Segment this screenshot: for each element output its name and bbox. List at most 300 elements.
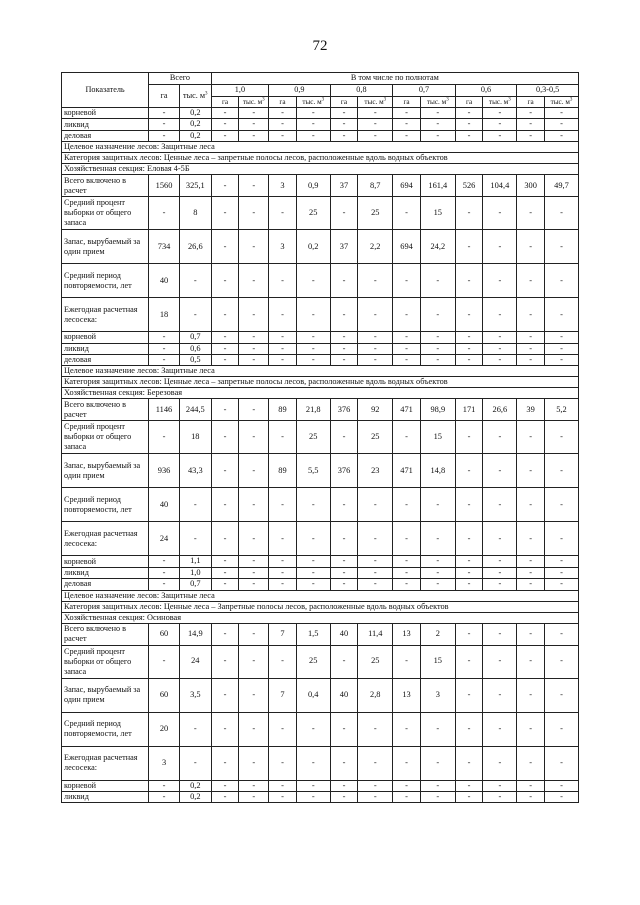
- table-cell: 89: [269, 399, 297, 421]
- table-cell: 25: [296, 197, 330, 230]
- table-cell: -: [455, 421, 483, 454]
- table-cell: -: [455, 623, 483, 645]
- table-cell: -: [149, 567, 180, 578]
- page-number: 72: [312, 38, 328, 54]
- table-cell: -: [149, 119, 180, 130]
- table-cell: -: [517, 130, 545, 141]
- table-row: [62, 130, 579, 141]
- section-row: [62, 388, 579, 399]
- table-cell: -: [358, 355, 393, 366]
- header-unit-thm3-sup: 3: [508, 97, 511, 103]
- row-label: деловая: [62, 130, 149, 141]
- table-cell: 40: [330, 678, 358, 712]
- table-cell: -: [393, 522, 421, 556]
- row-label: корневой: [62, 780, 149, 791]
- table-cell: 171: [455, 399, 483, 421]
- table-cell: -: [544, 623, 578, 645]
- table-cell: -: [149, 343, 180, 354]
- table-cell: -: [420, 108, 455, 119]
- table-cell: 0,2: [296, 230, 330, 264]
- row-label: деловая: [62, 355, 149, 366]
- table-cell: 7: [269, 678, 297, 712]
- table-cell: -: [517, 421, 545, 454]
- header-unit-thm3-text: тыс. м: [550, 97, 570, 106]
- table-cell: -: [269, 488, 297, 522]
- table-cell: -: [455, 780, 483, 791]
- table-row: [62, 792, 579, 803]
- table-cell: -: [393, 567, 421, 578]
- table-cell: 89: [269, 454, 297, 488]
- section-title: Хозяйственная секция: Еловая 4-5Б: [62, 164, 579, 175]
- section-title: Целевое назначение лесов: Защитные леса: [62, 142, 579, 153]
- table-cell: -: [239, 332, 269, 343]
- table-cell: -: [296, 780, 330, 791]
- table-cell: -: [330, 792, 358, 803]
- table-cell: 49,7: [544, 175, 578, 197]
- section-title: Категория защитных лесов: Ценные леса – запретные полосы лесов, расположенные вдоль водных объектов: [62, 153, 579, 164]
- section-row: [62, 601, 579, 612]
- table-cell: -: [239, 645, 269, 678]
- row-label: Запас, вырубаемый за один прием: [62, 454, 149, 488]
- table-cell: -: [544, 567, 578, 578]
- table-cell: -: [149, 645, 180, 678]
- table-cell: -: [179, 712, 211, 746]
- table-cell: -: [239, 355, 269, 366]
- table-cell: -: [517, 645, 545, 678]
- table-cell: -: [211, 108, 239, 119]
- table-cell: -: [393, 780, 421, 791]
- table-cell: 5,5: [296, 454, 330, 488]
- header-density: 0,8: [330, 85, 393, 97]
- table-cell: -: [544, 343, 578, 354]
- header-unit-thm3-text: тыс. м: [242, 97, 263, 106]
- table-cell: -: [483, 792, 517, 803]
- table-cell: 3,5: [179, 678, 211, 712]
- table-cell: -: [269, 332, 297, 343]
- table-cell: -: [544, 645, 578, 678]
- table-cell: -: [358, 567, 393, 578]
- table-cell: -: [544, 298, 578, 332]
- table-cell: -: [358, 108, 393, 119]
- table-cell: -: [211, 119, 239, 130]
- table-cell: -: [239, 780, 269, 791]
- header-indicator: Показатель: [62, 73, 149, 108]
- table-cell: -: [393, 332, 421, 343]
- table-cell: -: [517, 197, 545, 230]
- row-label: корневой: [62, 108, 149, 119]
- table-cell: 25: [296, 421, 330, 454]
- table-cell: 40: [149, 488, 180, 522]
- table-cell: 60: [149, 623, 180, 645]
- table-cell: -: [455, 197, 483, 230]
- table-cell: -: [239, 454, 269, 488]
- table-cell: -: [211, 567, 239, 578]
- table-cell: 14,9: [179, 623, 211, 645]
- table-cell: -: [483, 522, 517, 556]
- table-cell: -: [544, 454, 578, 488]
- table-cell: -: [455, 332, 483, 343]
- table-cell: -: [296, 119, 330, 130]
- table-cell: -: [517, 298, 545, 332]
- header-unit-ha: га: [393, 97, 421, 108]
- table-cell: -: [239, 264, 269, 298]
- table-cell: 0,6: [179, 343, 211, 354]
- table-cell: -: [358, 264, 393, 298]
- table-cell: 1,1: [179, 556, 211, 567]
- table-cell: 23: [358, 454, 393, 488]
- table-cell: -: [239, 175, 269, 197]
- table-cell: -: [517, 522, 545, 556]
- table-cell: -: [239, 298, 269, 332]
- row-label: Средний процент выборки от общего запаса: [62, 645, 149, 678]
- header-unit-ha: га: [455, 97, 483, 108]
- table-cell: -: [483, 746, 517, 780]
- table-cell: -: [239, 579, 269, 590]
- table-cell: -: [483, 488, 517, 522]
- table-cell: -: [239, 522, 269, 556]
- table-row: [62, 108, 579, 119]
- table-cell: -: [269, 421, 297, 454]
- table-cell: -: [358, 298, 393, 332]
- table-cell: -: [420, 567, 455, 578]
- header-density: 0,9: [269, 85, 331, 97]
- table-cell: -: [393, 298, 421, 332]
- table-cell: 60: [149, 678, 180, 712]
- table-cell: 1,5: [296, 623, 330, 645]
- table-cell: -: [420, 298, 455, 332]
- table-cell: -: [420, 264, 455, 298]
- table-cell: -: [269, 792, 297, 803]
- table-cell: -: [296, 556, 330, 567]
- table-cell: 471: [393, 454, 421, 488]
- table-cell: -: [483, 197, 517, 230]
- table-cell: -: [393, 130, 421, 141]
- table-cell: -: [483, 264, 517, 298]
- table-cell: -: [330, 780, 358, 791]
- table-cell: -: [269, 556, 297, 567]
- table-cell: -: [544, 579, 578, 590]
- header-unit-thm3-sup: 3: [262, 97, 265, 103]
- table-cell: -: [517, 678, 545, 712]
- table-cell: -: [179, 298, 211, 332]
- table-cell: -: [149, 108, 180, 119]
- table-cell: -: [393, 488, 421, 522]
- table-cell: -: [517, 623, 545, 645]
- table-cell: 7: [269, 623, 297, 645]
- header-unit-ha: га: [269, 97, 297, 108]
- header-unit-thm3-text: тыс. м: [426, 97, 447, 106]
- table-cell: -: [358, 488, 393, 522]
- table-cell: 21,8: [296, 399, 330, 421]
- table-cell: -: [358, 579, 393, 590]
- section-row: [62, 612, 579, 623]
- table-cell: -: [211, 343, 239, 354]
- table-cell: -: [483, 678, 517, 712]
- table-cell: -: [330, 264, 358, 298]
- table-cell: 3: [269, 175, 297, 197]
- header-total-ha: га: [149, 85, 180, 108]
- table-cell: -: [420, 119, 455, 130]
- table-row: [62, 264, 579, 298]
- table-cell: -: [211, 623, 239, 645]
- table-cell: -: [330, 332, 358, 343]
- row-label: Ежегодная расчетная лесосека:: [62, 746, 149, 780]
- table-cell: -: [269, 130, 297, 141]
- table-cell: 0,9: [296, 175, 330, 197]
- table-cell: 0,2: [179, 780, 211, 791]
- table-cell: 694: [393, 230, 421, 264]
- table-cell: -: [393, 108, 421, 119]
- table-cell: -: [269, 645, 297, 678]
- table-row: [62, 623, 579, 645]
- header-unit-thm3: [483, 97, 517, 108]
- table-cell: -: [211, 298, 239, 332]
- table-cell: -: [420, 556, 455, 567]
- table-cell: -: [483, 454, 517, 488]
- table-cell: -: [544, 746, 578, 780]
- table-cell: -: [149, 556, 180, 567]
- table-cell: 0,7: [179, 332, 211, 343]
- header-unit-ha: га: [211, 97, 239, 108]
- table-cell: -: [330, 119, 358, 130]
- table-cell: -: [296, 298, 330, 332]
- table-cell: -: [483, 298, 517, 332]
- row-label: ликвид: [62, 343, 149, 354]
- table-cell: -: [149, 579, 180, 590]
- table-row: [62, 197, 579, 230]
- table-cell: -: [330, 645, 358, 678]
- table-cell: -: [239, 567, 269, 578]
- table-cell: 14,8: [420, 454, 455, 488]
- table-cell: -: [330, 421, 358, 454]
- table-row: [62, 579, 579, 590]
- table-cell: 471: [393, 399, 421, 421]
- section-title: Целевое назначение лесов: Защитные леса: [62, 590, 579, 601]
- table-cell: -: [393, 579, 421, 590]
- table-row: [62, 298, 579, 332]
- table-body: [62, 108, 579, 803]
- table-cell: -: [420, 579, 455, 590]
- row-label: ликвид: [62, 792, 149, 803]
- table-row: [62, 119, 579, 130]
- table-cell: 0,2: [179, 130, 211, 141]
- table-cell: -: [330, 130, 358, 141]
- table-cell: -: [211, 230, 239, 264]
- table-cell: -: [269, 355, 297, 366]
- table-cell: 2: [420, 623, 455, 645]
- table-cell: 92: [358, 399, 393, 421]
- table-cell: -: [544, 130, 578, 141]
- table-cell: -: [455, 556, 483, 567]
- table-cell: -: [517, 746, 545, 780]
- table-cell: -: [455, 678, 483, 712]
- table-cell: -: [296, 579, 330, 590]
- table-cell: -: [149, 792, 180, 803]
- table-cell: 25: [358, 645, 393, 678]
- table-cell: -: [393, 421, 421, 454]
- table-cell: -: [296, 264, 330, 298]
- section-title: Хозяйственная секция: Березовая: [62, 388, 579, 399]
- table-cell: -: [269, 197, 297, 230]
- table-cell: 15: [420, 645, 455, 678]
- table-cell: -: [455, 579, 483, 590]
- header-density: 1,0: [211, 85, 268, 97]
- table-cell: 0,7: [179, 579, 211, 590]
- table-cell: -: [211, 197, 239, 230]
- table-cell: -: [358, 780, 393, 791]
- table-cell: 8,7: [358, 175, 393, 197]
- table-cell: 25: [296, 645, 330, 678]
- table-cell: -: [544, 556, 578, 567]
- table-cell: -: [358, 522, 393, 556]
- header-unit-thm3: [239, 97, 269, 108]
- table-cell: -: [269, 579, 297, 590]
- table-cell: -: [269, 264, 297, 298]
- table-cell: -: [455, 567, 483, 578]
- table-cell: -: [239, 678, 269, 712]
- table-cell: 11,4: [358, 623, 393, 645]
- table-cell: -: [330, 579, 358, 590]
- header-unit-thm3: [358, 97, 393, 108]
- table-cell: 1560: [149, 175, 180, 197]
- table-cell: -: [211, 556, 239, 567]
- table-cell: -: [483, 108, 517, 119]
- table-cell: 694: [393, 175, 421, 197]
- row-label: Ежегодная расчетная лесосека:: [62, 298, 149, 332]
- table-cell: -: [269, 343, 297, 354]
- table-cell: 734: [149, 230, 180, 264]
- table-cell: 104,4: [483, 175, 517, 197]
- table-cell: -: [296, 108, 330, 119]
- table-row: [62, 421, 579, 454]
- table-cell: 24,2: [420, 230, 455, 264]
- row-label: ликвид: [62, 567, 149, 578]
- table-cell: -: [296, 712, 330, 746]
- header-total: Всего: [149, 73, 212, 85]
- table-cell: -: [211, 579, 239, 590]
- table-cell: -: [358, 792, 393, 803]
- table-cell: -: [269, 298, 297, 332]
- header-density: 0,3-0,5: [517, 85, 579, 97]
- row-label: Средний процент выборки от общего запаса: [62, 421, 149, 454]
- table-cell: -: [296, 332, 330, 343]
- table-cell: -: [269, 712, 297, 746]
- table-cell: 161,4: [420, 175, 455, 197]
- row-label: Всего включено в расчет: [62, 175, 149, 197]
- table-cell: -: [211, 399, 239, 421]
- table-cell: -: [544, 197, 578, 230]
- table-cell: 0,4: [296, 678, 330, 712]
- table-cell: -: [296, 488, 330, 522]
- table-cell: -: [517, 264, 545, 298]
- table-cell: -: [517, 230, 545, 264]
- table-cell: -: [330, 488, 358, 522]
- table-cell: 13: [393, 678, 421, 712]
- table-cell: -: [211, 522, 239, 556]
- table-cell: -: [269, 780, 297, 791]
- header-unit-thm3-text: тыс. м: [488, 97, 509, 106]
- table-row: [62, 355, 579, 366]
- header-unit-thm3-sup: 3: [383, 97, 387, 103]
- table-cell: 376: [330, 399, 358, 421]
- table-cell: -: [483, 623, 517, 645]
- table-cell: -: [544, 119, 578, 130]
- table-cell: -: [211, 454, 239, 488]
- table-cell: 37: [330, 175, 358, 197]
- table-header: [62, 73, 579, 108]
- table-cell: -: [517, 343, 545, 354]
- table-cell: 37: [330, 230, 358, 264]
- table-cell: -: [330, 298, 358, 332]
- table-cell: -: [393, 119, 421, 130]
- section-row: [62, 377, 579, 388]
- table-cell: 15: [420, 197, 455, 230]
- row-label: Средний период повторяемости, лет: [62, 712, 149, 746]
- table-cell: 15: [420, 421, 455, 454]
- row-label: Всего включено в расчет: [62, 623, 149, 645]
- row-label: ликвид: [62, 119, 149, 130]
- header-unit-thm3: [544, 97, 578, 108]
- table-cell: -: [455, 130, 483, 141]
- table-cell: -: [483, 579, 517, 590]
- table-cell: -: [544, 332, 578, 343]
- table-cell: -: [296, 355, 330, 366]
- table-cell: 24: [179, 645, 211, 678]
- table-cell: -: [393, 264, 421, 298]
- table-cell: -: [517, 780, 545, 791]
- table-cell: -: [149, 197, 180, 230]
- table-cell: -: [455, 645, 483, 678]
- table-cell: 24: [149, 522, 180, 556]
- table-cell: -: [393, 792, 421, 803]
- table-cell: -: [420, 355, 455, 366]
- row-label: корневой: [62, 556, 149, 567]
- table-cell: -: [420, 792, 455, 803]
- table-cell: -: [544, 678, 578, 712]
- table-cell: -: [358, 712, 393, 746]
- table-cell: -: [239, 421, 269, 454]
- table-cell: 3: [420, 678, 455, 712]
- table-cell: -: [211, 792, 239, 803]
- table-cell: 3: [149, 746, 180, 780]
- table-cell: -: [239, 712, 269, 746]
- table-cell: -: [358, 343, 393, 354]
- table-cell: 244,5: [179, 399, 211, 421]
- table-row: [62, 332, 579, 343]
- table-cell: -: [330, 343, 358, 354]
- table-cell: -: [211, 746, 239, 780]
- table-cell: -: [179, 746, 211, 780]
- table-cell: -: [420, 332, 455, 343]
- table-cell: -: [330, 108, 358, 119]
- header-including: В том числе по полнотам: [211, 73, 578, 85]
- table-cell: -: [517, 332, 545, 343]
- section-row: [62, 590, 579, 601]
- section-title: Хозяйственная секция: Осиновая: [62, 612, 579, 623]
- table-cell: -: [483, 332, 517, 343]
- table-cell: -: [483, 119, 517, 130]
- table-cell: -: [239, 623, 269, 645]
- table-cell: -: [269, 746, 297, 780]
- table-cell: 26,6: [483, 399, 517, 421]
- table-cell: -: [239, 230, 269, 264]
- table-cell: -: [544, 792, 578, 803]
- table-cell: -: [211, 712, 239, 746]
- table-cell: 0,2: [179, 108, 211, 119]
- table-cell: -: [420, 712, 455, 746]
- table-cell: -: [517, 556, 545, 567]
- table-cell: -: [420, 130, 455, 141]
